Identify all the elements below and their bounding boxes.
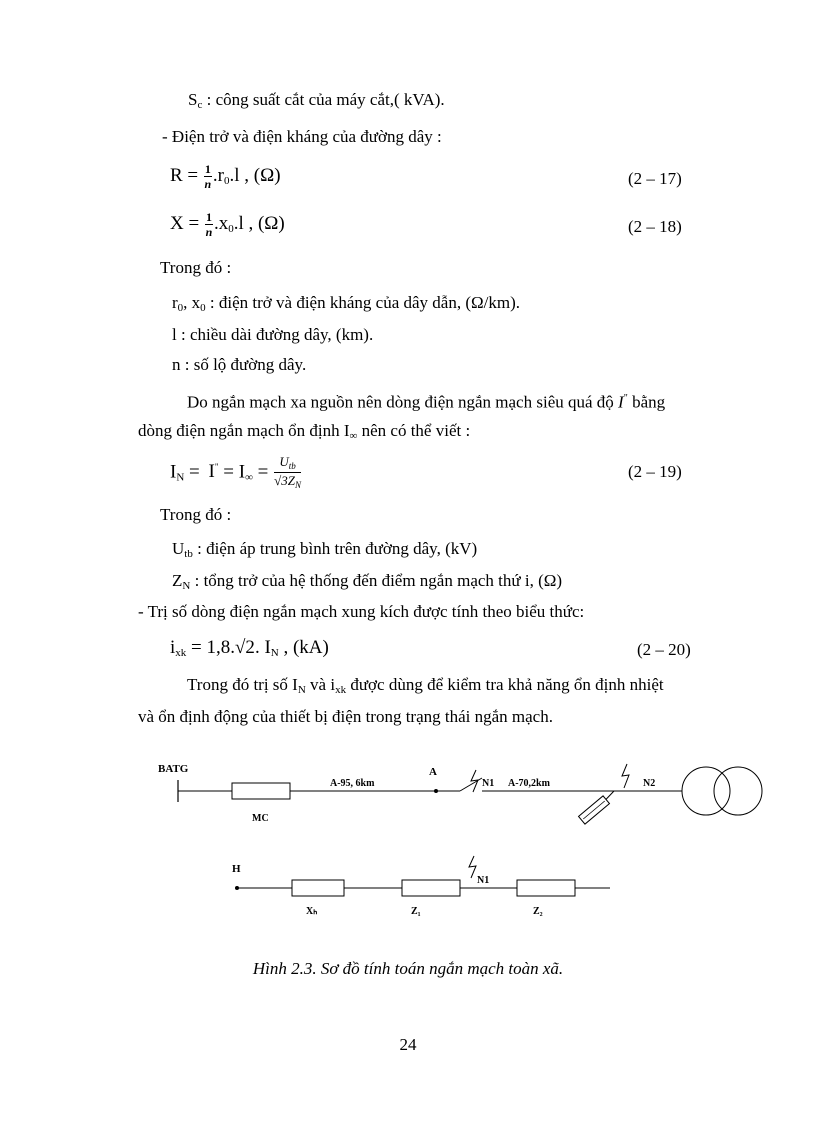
para-do-line1 <box>187 388 665 414</box>
eq18-rhs: .l , (Ω) <box>233 212 285 234</box>
para-final-1a: Trong đó trị số I <box>187 675 298 694</box>
label-a: A <box>429 766 437 778</box>
eq19-csup: " <box>214 462 219 472</box>
label-z2: Z₂ <box>533 906 543 917</box>
para-do-1b: bằng <box>627 392 666 412</box>
def-r0-s1: 0 <box>177 302 184 314</box>
def-zn-a: Z <box>172 571 183 590</box>
label-h: H <box>232 863 241 875</box>
mc-box <box>232 783 290 799</box>
eq20-number: (2 – 20) <box>637 640 691 659</box>
figure-caption: Hình 2.3. Sơ đồ tính toán ngắn mạch toàn xã. <box>252 959 564 978</box>
transformer-winding-1 <box>682 767 730 815</box>
eq19-b: = <box>184 461 205 483</box>
para-do-2b: nên có thể viết : <box>357 421 471 440</box>
eq19-e: = <box>252 461 274 483</box>
def-r0-s2: 0 <box>200 302 206 314</box>
def-utb-a: U <box>172 539 185 558</box>
para-final-1s1: N <box>297 684 306 696</box>
para-do-symbol: I <box>618 392 624 412</box>
def-r0-c: : điện trở và điện kháng của dây dẫn, (Ω/km). <box>205 293 520 312</box>
para-do-2a: dòng điện ngắn mạch ổn định I <box>138 421 350 440</box>
label-line1: A-95, 6km <box>330 778 375 789</box>
label-n1: N1 <box>482 778 495 789</box>
def-zn-sub: N <box>182 580 191 592</box>
eq20-d: , (kA) <box>278 637 329 658</box>
eq19-asub: N <box>176 471 185 484</box>
eq17-lhs: R = <box>170 164 203 186</box>
label-mc: MC <box>252 813 269 824</box>
eq18-number: (2 – 18) <box>628 217 682 236</box>
label-xh: Xₕ <box>306 906 318 917</box>
page-number: 24 <box>399 1035 417 1054</box>
eq19-den: √3Z <box>274 473 295 489</box>
sc-definition <box>188 89 445 116</box>
def-zn <box>172 570 562 597</box>
eq17-denominator: n <box>204 177 212 191</box>
ixk-heading: - Trị số dòng điện ngắn mạch xung kích được tính theo biểu thức: <box>138 602 585 621</box>
eq18-mid: .x <box>213 212 229 234</box>
def-utb <box>172 538 477 565</box>
eq17-number: (2 – 17) <box>628 169 682 188</box>
equation-2-19 <box>170 455 302 490</box>
equation-2-18 <box>170 211 285 241</box>
eq17-fraction <box>204 163 212 190</box>
sc-symbol: S <box>188 90 198 109</box>
label-line2: A-70,2km <box>508 778 550 789</box>
def-l: l : chiều dài đường dây, (km). <box>172 325 374 344</box>
eq19-dsub: ∞ <box>245 471 253 484</box>
eq19-fraction <box>274 455 301 490</box>
def-n: n : số lộ đường dây. <box>172 355 307 374</box>
eq19-densub: N <box>295 480 302 491</box>
eq19-d: = I <box>218 461 246 483</box>
para-final-line2: và ổn định động của thiết bị điện trong trạng thái ngắn mạch. <box>138 707 553 726</box>
label-z1: Z₁ <box>411 906 421 917</box>
def-r0-a: r <box>172 293 178 312</box>
short-circuit-diagram <box>0 750 816 920</box>
eq18-sub: 0 <box>228 222 234 235</box>
para-final-1b: và i <box>305 675 336 694</box>
para-do-2sub: ∞ <box>349 430 358 442</box>
eq18-numerator: 1 <box>205 210 212 224</box>
def-zn-b: : tổng trở của hệ thống đến điểm ngắn mạch thứ i, (Ω) <box>190 571 563 590</box>
eq19-num: U <box>279 454 289 470</box>
eq20-sqrt: √2 <box>235 637 255 658</box>
eq20-c: . I <box>254 637 271 658</box>
eq20-asub: xk <box>175 647 187 659</box>
def-utb-sub: tb <box>184 548 193 560</box>
trong-do-2: Trong đó : <box>160 505 232 524</box>
eq17-mid: .r <box>212 164 224 186</box>
sc-text: : công suất cắt của máy cắt,( kVA). <box>202 90 445 109</box>
eq17-sub: 0 <box>223 174 230 187</box>
z1-box <box>402 880 460 896</box>
eq19-c: I <box>208 461 215 483</box>
eq18-lhs: X = <box>170 212 204 234</box>
label-batg: BATG <box>158 763 189 775</box>
eq19-numerator <box>274 455 301 473</box>
fault-n2-icon <box>622 764 629 788</box>
eq18-fraction <box>205 211 213 238</box>
def-r0-x0 <box>172 292 520 319</box>
eq19-number: (2 – 19) <box>628 462 682 481</box>
def-r0-b: , x <box>183 293 201 312</box>
label-n2: N2 <box>643 778 656 789</box>
eq19-a: I <box>170 461 177 483</box>
eq17-rhs: .l , (Ω) <box>229 164 281 186</box>
para-final-line1 <box>187 674 664 701</box>
z2-box <box>517 880 575 896</box>
trong-do-1: Trong đó : <box>160 258 232 277</box>
eq17-numerator: 1 <box>204 162 211 176</box>
para-do-1a: Do ngắn mạch xa nguồn nên dòng điện ngắn mạch siêu quá độ <box>187 392 619 412</box>
eq19-numsub: tb <box>288 461 296 472</box>
equation-2-17 <box>170 163 281 193</box>
eq19-denominator <box>274 473 301 490</box>
eq20-csub: N <box>270 647 279 659</box>
xh-box <box>292 880 344 896</box>
para-final-1s2: xk <box>335 684 347 696</box>
def-utb-b: : điện áp trung bình trên đường dây, (kV) <box>192 539 478 558</box>
eq20-a: i <box>170 637 176 658</box>
para-final-1c: được dùng để kiểm tra khả năng ổn định nhiệt <box>346 675 664 694</box>
label-n1b: N1 <box>477 875 490 886</box>
eq18-denominator: n <box>205 225 213 239</box>
fuse-symbol <box>579 796 610 824</box>
fault-n1b-icon <box>469 856 476 878</box>
para-do-line2 <box>138 420 470 447</box>
sc-subscript: c <box>197 99 203 111</box>
para-do-sup: " <box>623 393 628 404</box>
transformer-winding-2 <box>714 767 762 815</box>
line-rx-heading: - Điện trở và điện kháng của đường dây : <box>162 127 442 146</box>
equation-2-20 <box>170 636 329 665</box>
eq20-b: = 1,8. <box>186 637 235 658</box>
